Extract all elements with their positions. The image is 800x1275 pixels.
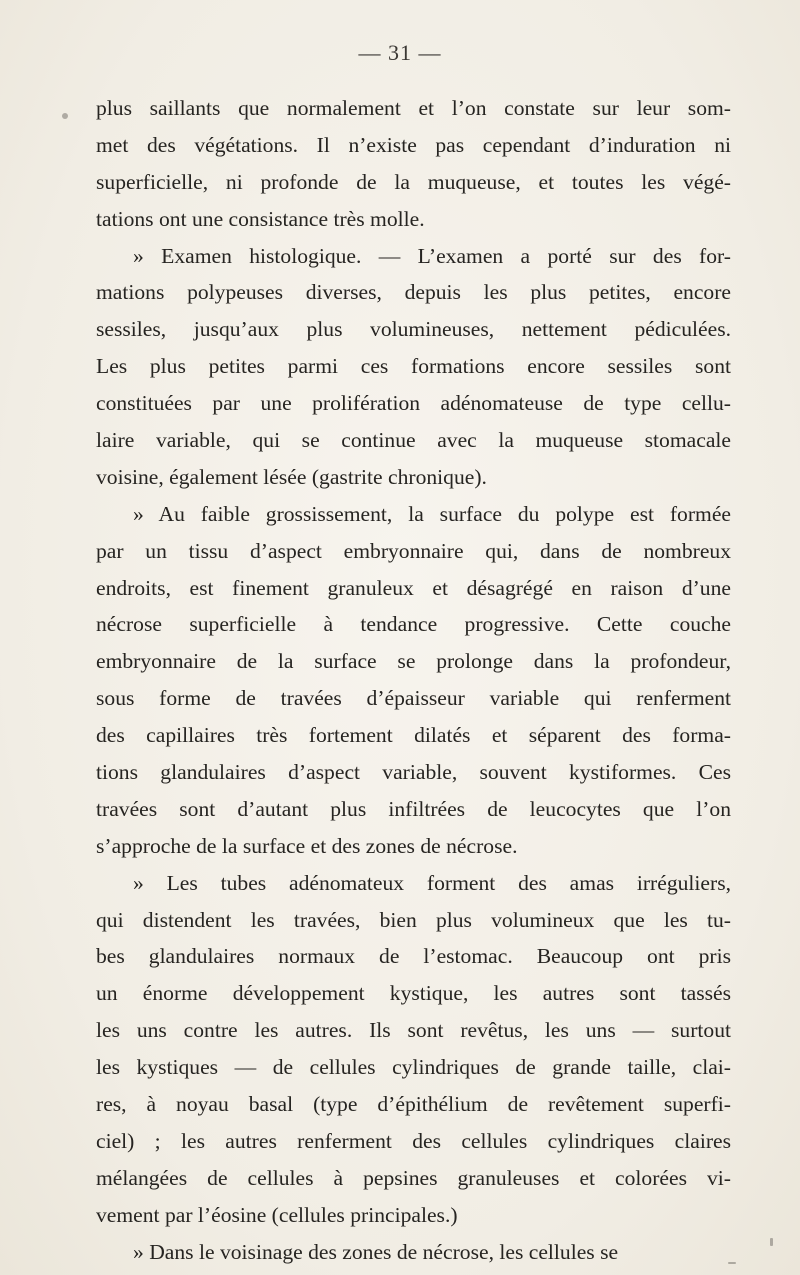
text-line: s’approche de la surface et des zones de nécrose. (96, 833, 518, 858)
paper-speck (770, 1238, 773, 1246)
text-line: travées sont d’autant plus infiltrées de leucocytes que l’on (96, 796, 731, 821)
text-line: sous forme de travées d’épaisseur variable qui renferment (96, 686, 731, 711)
text-line: laire variable, qui se continue avec la muqueuse stomacale (96, 428, 731, 453)
text-line: bes glandulaires normaux de l’estomac. Beaucoup ont pris (96, 944, 731, 969)
text-line: » Au faible grossissement, la surface du polype est formée (133, 501, 731, 526)
text-line: met des végétations. Il n’existe pas cependant d’induration ni (96, 132, 731, 157)
page-number: — 31 — (358, 40, 442, 65)
text-line: Les plus petites parmi ces formations encore sessiles sont (96, 354, 731, 379)
text-line: constituées par une prolifération adénomateuse de type cellu- (96, 391, 731, 416)
text-line: sessiles, jusqu’aux plus volumineuses, nettement pédiculées. (96, 317, 731, 342)
text-line: plus saillants que normalement et l’on constate sur leur som- (96, 96, 731, 120)
text-line: » Les tubes adénomateux forment des amas irréguliers, (133, 870, 731, 895)
text-line: les uns contre les autres. Ils sont revêtus, les uns — surtout (96, 1018, 731, 1043)
paper-speck (728, 1262, 736, 1264)
text-line: nécrose superficielle à tendance progressive. Cette couche (96, 612, 731, 637)
text-line: tions glandulaires d’aspect variable, souvent kystiformes. Ces (96, 760, 731, 785)
text-line: voisine, également lésée (gastrite chronique). (96, 464, 487, 489)
paper-speck (62, 113, 68, 119)
text-line: » Examen histologique. — L’examen a porté sur des for- (133, 243, 731, 268)
text-line: embryonnaire de la surface se prolonge dans la profondeur, (96, 649, 731, 674)
text-line: vement par l’éosine (cellules principales.) (96, 1202, 458, 1227)
text-line: ciel) ; les autres renferment des cellules cylindriques claires (96, 1128, 731, 1153)
text-line: par un tissu d’aspect embryonnaire qui, dans de nombreux (96, 538, 731, 563)
text-line: mations polypeuses diverses, depuis les plus petites, encore (96, 280, 731, 305)
text-line: endroits, est finement granuleux et désagrégé en raison d’une (96, 575, 731, 600)
text-line: mélangées de cellules à pepsines granuleuses et colorées vi- (96, 1165, 731, 1190)
text-line: res, à noyau basal (type d’épithélium de revêtement superfi- (96, 1092, 731, 1117)
body-text (96, 90, 731, 1271)
text-line: des capillaires très fortement dilatés et séparent des forma- (96, 723, 731, 748)
text-line: » Dans le voisinage des zones de nécrose, les cellules se (133, 1239, 619, 1264)
text-line: tations ont une consistance très molle. (96, 206, 425, 231)
text-line: les kystiques — de cellules cylindriques de grande taille, clai- (96, 1055, 731, 1080)
text-line: un énorme développement kystique, les autres sont tassés (96, 981, 731, 1006)
text-line: superficielle, ni profonde de la muqueuse, et toutes les végé- (96, 169, 731, 194)
text-line: qui distendent les travées, bien plus volumineux que les tu- (96, 907, 731, 932)
